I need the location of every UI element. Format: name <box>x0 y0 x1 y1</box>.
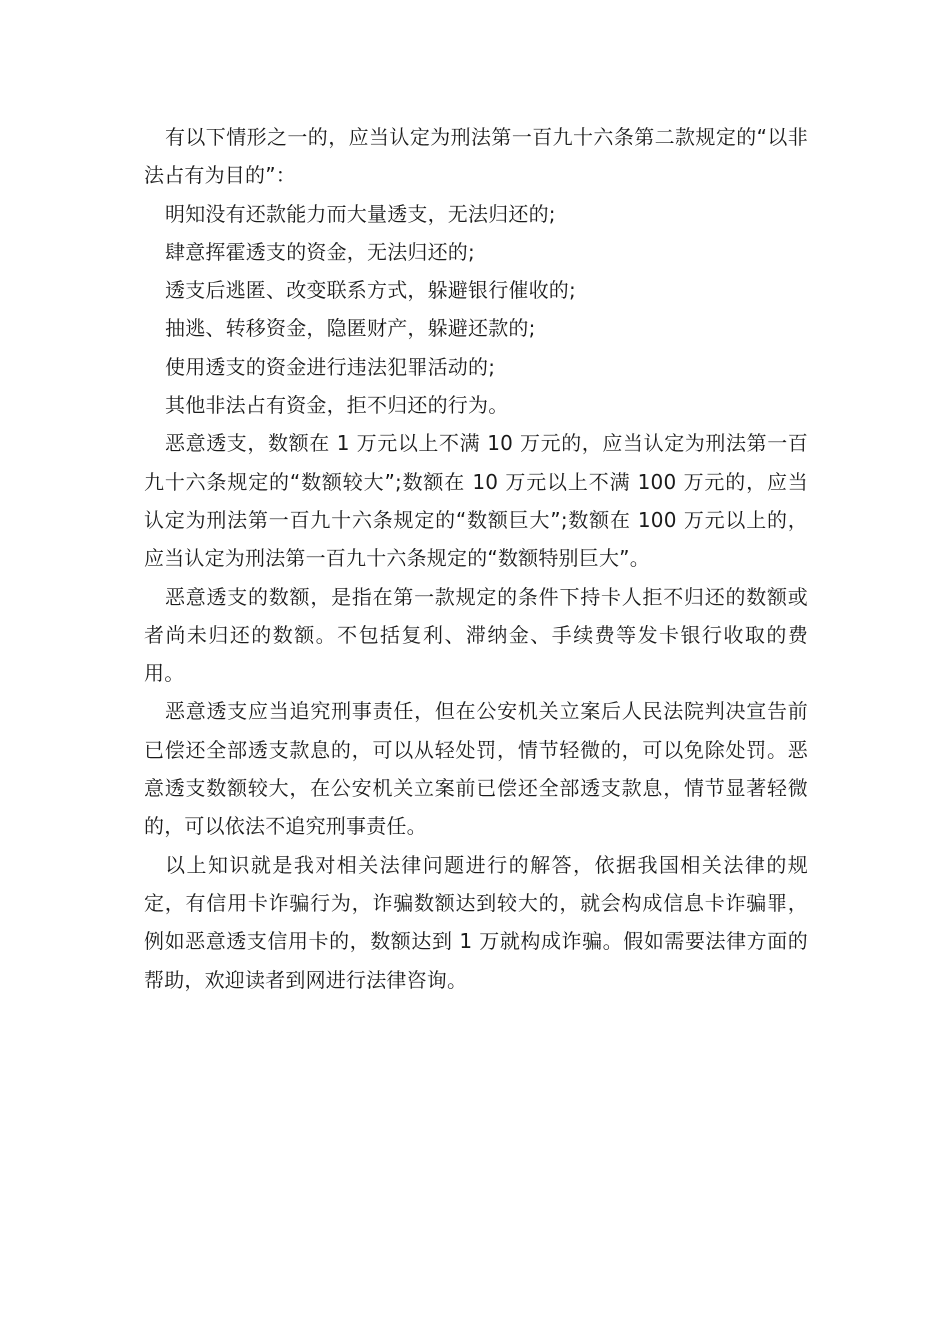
list-item: 使用透支的资金进行违法犯罪活动的; <box>165 354 496 379</box>
document-body <box>144 118 808 999</box>
list-item: 透支后逃匿、改变联系方式，躲避银行催收的; <box>165 278 576 303</box>
list-item: 抽逃、转移资金，隐匿财产，躲避还款的; <box>165 316 536 341</box>
paragraph-criminal-liability: 恶意透支应当追究刑事责任，但在公安机关立案后人民法院判决宣告前已偿还全部透支款息的，可以从轻处罚，情节轻微的，可以免除处罚。恶意透支数额较大，在公安机关立案前已偿还全部透支款息，情节显著轻微的，可以依法不追究刑事责任。 <box>144 699 808 839</box>
paragraph-intro: 有以下情形之一的，应当认定为刑法第一百九十六条第二款规定的“以非法占有为目的”： <box>144 125 808 188</box>
paragraph-amount-thresholds: 恶意透支，数额在 1 万元以上不满 10 万元的，应当认定为刑法第一百九十六条规定的“数额较大”;数额在 10 万元以上不满 100 万元的，应当认定为刑法第一百九十六条规定的“数额巨大”;数额在 100 万元以上的，应当认定为刑法第一百九十六条规定的“数额特别巨大”。 <box>144 431 808 571</box>
list-item: 肆意挥霍透支的资金，无法归还的; <box>165 239 475 264</box>
paragraph-conclusion: 以上知识就是我对相关法律问题进行的解答，依据我国相关法律的规定，有信用卡诈骗行为，诈骗数额达到较大的，就会构成信息卡诈骗罪，例如恶意透支信用卡的，数额达到 1 万就构成诈骗。假如需要法律方面的帮助，欢迎读者到网进行法律咨询。 <box>144 852 808 992</box>
list-item: 明知没有还款能力而大量透支，无法归还的; <box>165 201 556 226</box>
paragraph-amount-definition: 恶意透支的数额，是指在第一款规定的条件下持卡人拒不归还的数额或者尚未归还的数额。不包括复利、滞纳金、手续费等发卡银行收取的费用。 <box>144 584 808 686</box>
list-item: 其他非法占有资金，拒不归还的行为。 <box>165 393 509 418</box>
